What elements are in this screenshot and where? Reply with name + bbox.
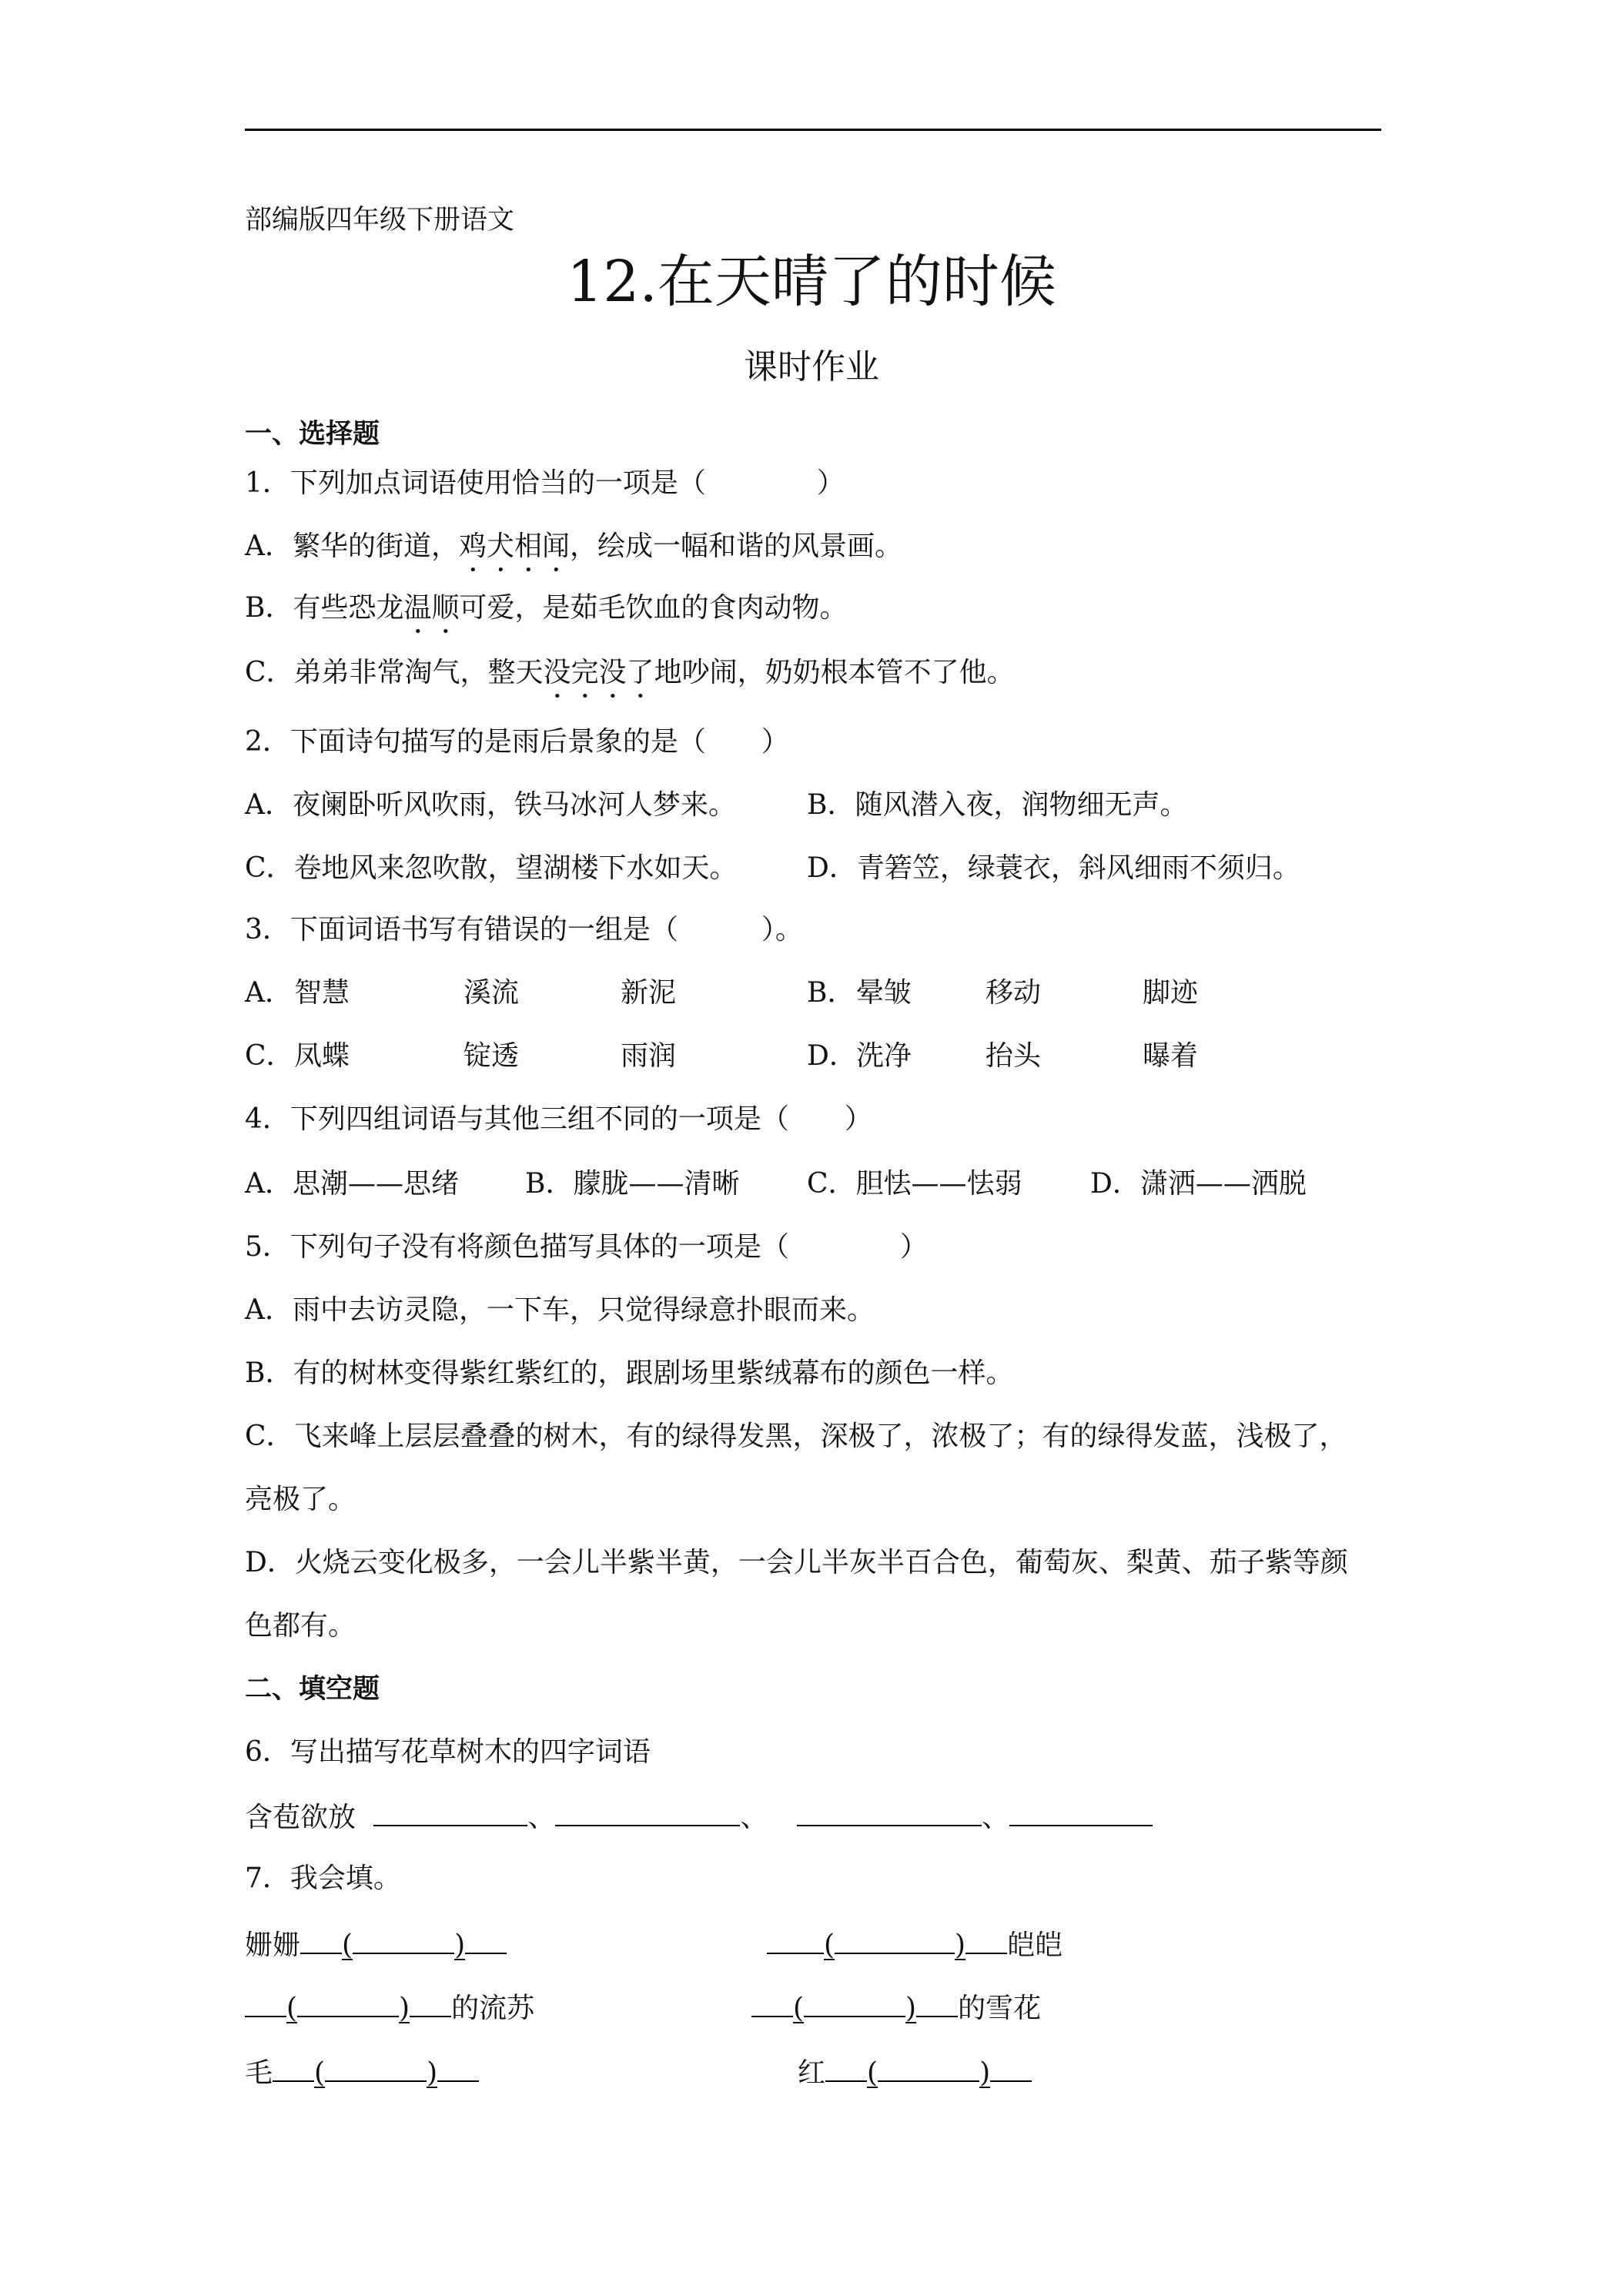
q7-blank-line	[825, 2053, 867, 2082]
q3-c-word: 锭透	[463, 1040, 520, 1072]
q2-option-c[interactable]: C．卷地风来忽吹散，望湖楼下水如天。	[245, 852, 738, 884]
q3-d-word: 曝着	[1143, 1040, 1199, 1072]
q5-option-d[interactable]: D．火烧云变化极多，一会儿半紫半黄，一会儿半灰半百合色，葡萄灰、梨黄、茄子紫等颜	[245, 1547, 1348, 1578]
q2-stem: 2．下面诗句描写的是雨后景象的是（ ）	[245, 726, 789, 758]
page-title: 12.在天晴了的时候	[567, 249, 1056, 315]
q1-b-text: B．有些恐龙	[245, 592, 404, 624]
q1-b-dotted-word: 温顺	[403, 592, 460, 624]
q7-paren-open: (	[286, 1993, 298, 2024]
q3-b-word: 脚迹	[1143, 977, 1199, 1009]
q7-blank-line	[273, 2053, 314, 2082]
q6-answer-row	[245, 1797, 1153, 1836]
q7-paren-close: )	[454, 1930, 466, 1961]
q7-stem: 7．我会填。	[245, 1863, 401, 1894]
q3-b-word: 移动	[986, 977, 1042, 1009]
q4-option-a[interactable]: A．思潮——思绪	[245, 1168, 459, 1200]
header-rule	[245, 129, 1381, 131]
q1-c-text: C．弟弟非常淘气，整天	[245, 657, 544, 688]
q2-option-d[interactable]: D．青箬笠，绿蓑衣，斜风细雨不须归。	[807, 852, 1300, 884]
q3-option-a-label[interactable]: A．	[245, 977, 293, 1009]
q7-blank[interactable]	[835, 1925, 955, 1954]
section-2-title: 二、填空题	[245, 1673, 380, 1705]
q7-blank-line	[437, 2053, 479, 2082]
q3-c-word: 凤蝶	[294, 1040, 350, 1072]
q7-item-5[interactable]	[245, 2053, 479, 2092]
q7-blank-line	[465, 1925, 507, 1954]
q6-separator: 、	[981, 1802, 1009, 1833]
q1-a-dotted-word: 鸡犬相闻	[459, 530, 571, 562]
q7-paren-close: )	[955, 1930, 966, 1961]
q6-blank-1[interactable]	[373, 1797, 527, 1826]
q1-stem: 1．下列加点词语使用恰当的一项是（ ）	[245, 467, 845, 499]
q3-b-word: 晕皱	[856, 977, 912, 1009]
q5-option-c-cont: 亮极了。	[245, 1484, 356, 1515]
q7-word: 毛	[245, 2057, 273, 2089]
q5-option-b[interactable]: B．有的树林变得紫红紫红的，跟剧场里紫绒幕布的颜色一样。	[245, 1357, 1014, 1389]
q7-paren-close: )	[399, 1993, 410, 2024]
q7-item-2[interactable]	[767, 1925, 1062, 1964]
q2-option-a[interactable]: A．夜阑卧听风吹雨，铁马冰河人梦来。	[245, 789, 736, 821]
q7-paren-open: (	[342, 1930, 353, 1961]
q7-blank-line	[751, 1988, 793, 2017]
q3-stem: 3．下面词语书写有错误的一组是（ ）。	[245, 914, 803, 946]
q1-option-a[interactable]	[245, 528, 902, 578]
q7-word: 皑皑	[1007, 1930, 1063, 1961]
q7-item-4[interactable]	[751, 1988, 1041, 2027]
q7-paren-close: )	[979, 2057, 991, 2089]
q2-option-b[interactable]: B．随风潜入夜，润物细无声。	[807, 789, 1188, 821]
q7-blank[interactable]	[804, 1988, 905, 2017]
q7-word: 的雪花	[958, 1993, 1042, 2024]
q7-blank-line	[410, 1988, 451, 2017]
q5-option-c[interactable]: C．飞来峰上层层叠叠的树木，有的绿得发黑，深极了，浓极了；有的绿得发蓝，浅极了，	[245, 1421, 1347, 1452]
q5-option-d-cont: 色都有。	[245, 1610, 356, 1642]
q7-word: 的流苏	[451, 1993, 535, 2024]
q7-item-6[interactable]	[798, 2053, 1032, 2092]
q3-a-word: 新泥	[621, 977, 677, 1009]
q3-option-b-label[interactable]: B．	[807, 977, 855, 1009]
q7-paren-open: (	[314, 2057, 326, 2089]
q1-c-dotted-word: 没完没了	[543, 657, 654, 688]
q6-separator: 、	[740, 1802, 768, 1833]
q7-item-3[interactable]	[245, 1988, 534, 2027]
q7-paren-close: )	[427, 2057, 438, 2089]
q7-paren-close: )	[905, 1993, 917, 2024]
q6-stem: 6．写出描写花草树木的四字词语	[245, 1736, 651, 1768]
q7-blank[interactable]	[297, 1988, 399, 2017]
q7-blank-line	[300, 1925, 342, 1954]
q1-option-b[interactable]	[245, 590, 848, 640]
q1-c-text-end: 地吵闹，奶奶根本管不了他。	[654, 657, 1015, 688]
q3-c-word: 雨润	[621, 1040, 677, 1072]
page-subtitle: 课时作业	[744, 347, 879, 387]
q6-blank-3[interactable]	[797, 1797, 982, 1826]
q1-a-text: A．繁华的街道，	[245, 530, 459, 562]
q7-blank[interactable]	[878, 2053, 979, 2082]
q3-option-c-label[interactable]: C．	[245, 1040, 294, 1072]
q4-option-b[interactable]: B．朦胧——清晰	[525, 1168, 740, 1200]
q7-blank[interactable]	[353, 1925, 454, 1954]
q1-option-c[interactable]	[245, 654, 1015, 705]
q6-separator: 、	[527, 1802, 556, 1833]
q5-stem: 5．下列句子没有将颜色描写具体的一项是（ ）	[245, 1231, 928, 1263]
q7-blank-line	[916, 1988, 958, 2017]
q3-d-word: 抬头	[986, 1040, 1042, 1072]
q7-paren-open: (	[824, 1930, 835, 1961]
q3-option-d-label[interactable]: D．	[807, 1040, 857, 1072]
q7-paren-open: (	[867, 2057, 878, 2089]
q4-option-d[interactable]: D．潇洒——洒脱	[1090, 1168, 1307, 1200]
q7-paren-open: (	[793, 1993, 805, 2024]
q7-blank-line	[245, 1988, 286, 2017]
q7-item-1[interactable]	[245, 1925, 507, 1964]
q3-a-word: 溪流	[463, 977, 520, 1009]
q7-blank-line	[990, 2053, 1032, 2082]
q4-stem: 4．下列四组词语与其他三组不同的一项是（ ）	[245, 1103, 872, 1135]
q4-option-c[interactable]: C．胆怯——怯弱	[807, 1168, 1022, 1200]
q3-d-word: 洗净	[856, 1040, 912, 1072]
q7-blank-line	[965, 1925, 1007, 1954]
q1-b-text-end: 可爱，是茹毛饮血的食肉动物。	[459, 592, 848, 624]
subject-label: 部编版四年级下册语文	[245, 205, 515, 236]
q7-word: 红	[798, 2057, 826, 2089]
q7-blank[interactable]	[325, 2053, 427, 2082]
q6-blank-2[interactable]	[555, 1797, 740, 1826]
q7-blank-line	[767, 1925, 824, 1954]
q3-a-word: 智慧	[294, 977, 350, 1009]
q6-blank-4[interactable]	[1009, 1797, 1153, 1826]
section-1-title: 一、选择题	[245, 418, 380, 450]
q5-option-a[interactable]: A．雨中去访灵隐，一下车，只觉得绿意扑眼而来。	[245, 1294, 875, 1326]
q6-example: 含苞欲放	[245, 1802, 356, 1833]
q7-word: 姗姗	[245, 1930, 301, 1961]
q1-a-text-end: ，绘成一幅和谐的风景画。	[570, 530, 903, 562]
